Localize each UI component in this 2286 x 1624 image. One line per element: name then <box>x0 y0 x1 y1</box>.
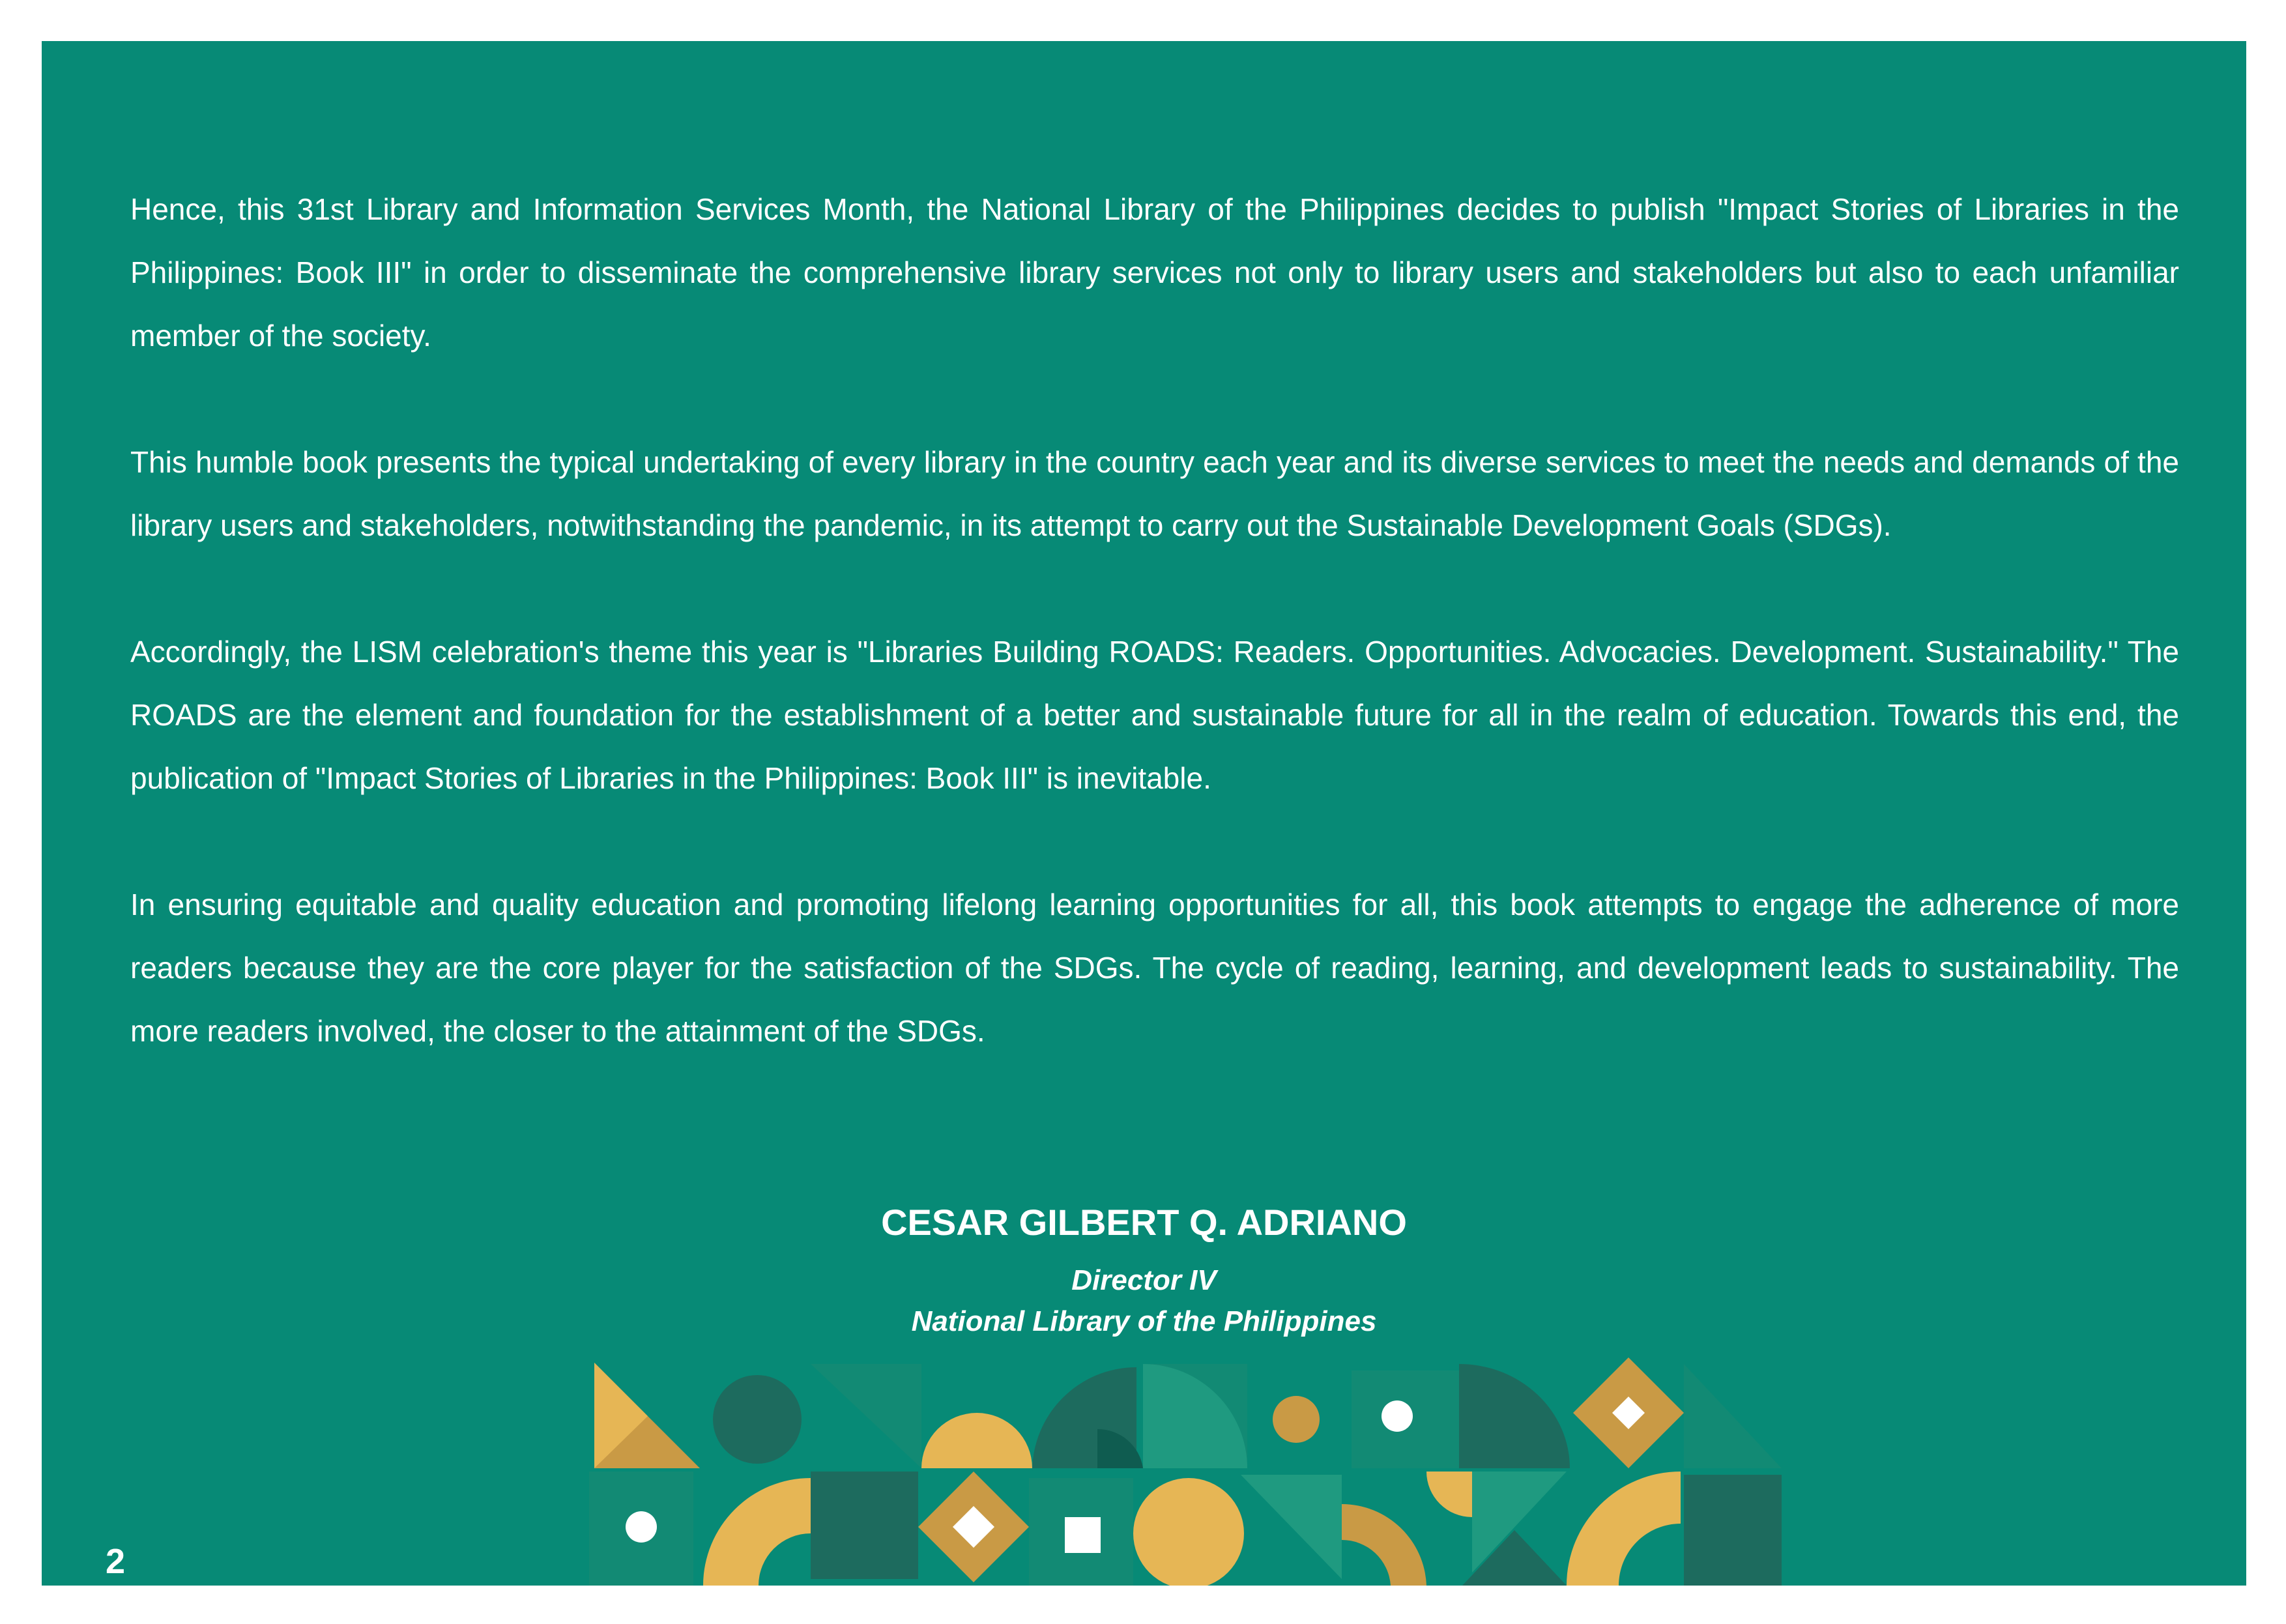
paragraph-3: Accordingly, the LISM celebration's theme this year is "Libraries Building ROADS: Readers. Opportunities. Advocacies. Development. Sustainability." The ROADS are the element and foundation for the establishment of a better and sustainable future for all in the realm of education. Towards this end, the publication of "Impact Stories of Libraries in the Philippines: Book III" is inevitable. <box>130 635 2179 795</box>
page-number: 2 <box>106 1542 126 1581</box>
body-text <box>130 178 2179 1126</box>
paragraph-1: Hence, this 31st Library and Information Services Month, the National Library of the Philippines decides to publish "Impact Stories of Libraries in the Philippines: Book III" in order to disseminate the comprehensive library services not only to library users and stakeholders but also to each unfamiliar member of the society. <box>130 192 2179 353</box>
signatory-title: Director IV <box>1071 1264 1217 1296</box>
paragraph-2: This humble book presents the typical undertaking of every library in the country each year and its diverse services to meet the needs and demands of the library users and stakeholders, notwithstanding the pandemic, in its attempt to carry out the Sustainable Development Goals (SDGs). <box>130 445 2179 542</box>
geometric-mosaic-decoration <box>550 1357 1782 1586</box>
signatory-name: CESAR GILBERT Q. ADRIANO <box>881 1202 1407 1243</box>
paragraph-4: In ensuring equitable and quality education and promoting lifelong learning opportunities for all, this book attempts to engage the adherence of more readers because they are the core player for the satisfaction of the SDGs. The cycle of reading, learning, and development leads to sustainability. The more readers involved, the closer to the attainment of the SDGs. <box>130 888 2179 1048</box>
page-panel <box>42 41 2246 1586</box>
signatory-organization: National Library of the Philippines <box>911 1305 1377 1337</box>
